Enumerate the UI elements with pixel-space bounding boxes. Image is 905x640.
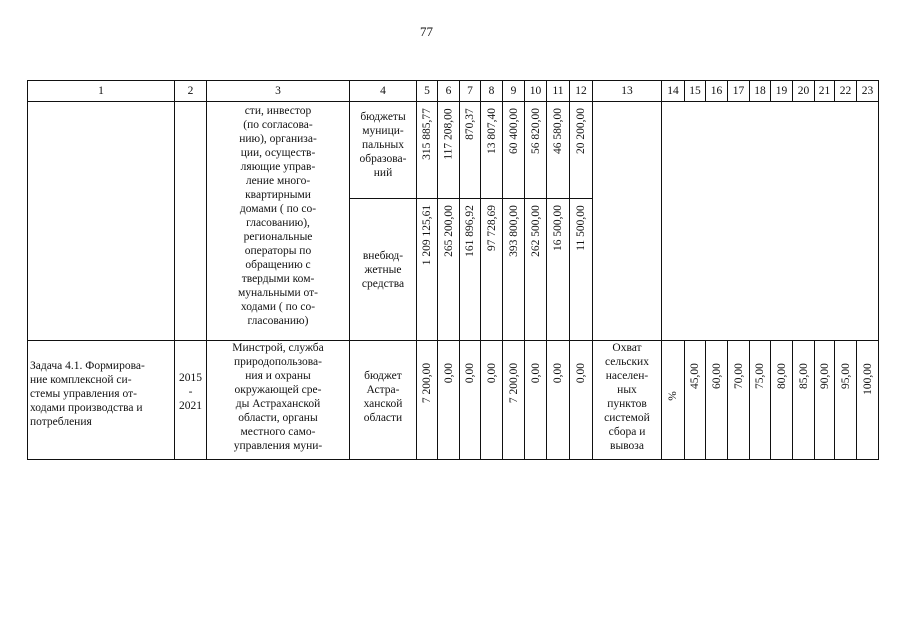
indicator-value-text: 90,00 (818, 363, 831, 389)
executors-line: нию), организа- (239, 133, 317, 146)
value-cell (460, 199, 481, 341)
value-text: 1 209 125,61 (421, 204, 434, 266)
value-cell (438, 102, 460, 199)
indicator-value-text: 80,00 (775, 363, 788, 389)
executors-line: ление много- (245, 175, 311, 188)
funding-source-cell (350, 199, 417, 341)
value-cell (570, 341, 593, 460)
value-cell (481, 102, 503, 199)
executors-line: гласованию), (246, 217, 310, 230)
table-row (28, 341, 879, 460)
value-text: 117 208,00 (442, 107, 455, 160)
value-text: 7 200,00 (507, 362, 520, 404)
value-text: 0,00 (485, 362, 498, 384)
column-number-1: 1 (28, 81, 175, 102)
indicator-line: сельских (605, 356, 649, 369)
column-number-14: 14 (662, 81, 685, 102)
indicator-value-cell (706, 341, 728, 460)
value-text: 0,00 (464, 362, 477, 384)
value-cell (417, 199, 438, 341)
value-cell (503, 199, 525, 341)
task-line: потребления (30, 416, 92, 429)
indicator-value-cell (857, 341, 879, 460)
indicator-line: пунктов (607, 398, 647, 411)
value-text: 315 885,77 (420, 108, 433, 160)
indicator-value-text: 70,00 (732, 363, 745, 389)
indicator-cell-empty (593, 102, 662, 341)
value-cell (417, 102, 438, 199)
column-number-7: 7 (460, 81, 481, 102)
executors-line: ния и охраны (245, 370, 311, 383)
column-number-10: 10 (525, 81, 547, 102)
period-line: 2021 (179, 400, 202, 413)
value-cell (460, 341, 481, 460)
executors-line: окружающей сре- (234, 384, 322, 397)
indicator-value-cell (793, 341, 815, 460)
value-text: 393 800,00 (507, 205, 520, 257)
funding-source-line: средства (361, 278, 405, 291)
period-cell-empty (175, 102, 207, 341)
indicator-line: вывоза (610, 440, 644, 453)
executors-line: мунальными от- (237, 287, 318, 300)
value-text: 0,00 (552, 362, 565, 384)
value-cell (503, 341, 525, 460)
funding-source-line: ханской (363, 398, 403, 411)
table-row (28, 102, 879, 199)
funding-source-line: ний (373, 167, 393, 180)
value-text: 11 500,00 (574, 205, 587, 251)
column-number-2: 2 (175, 81, 207, 102)
value-text: 56 820,00 (529, 108, 542, 155)
executors-line: местного само- (240, 426, 316, 439)
indicator-cell (593, 341, 662, 460)
value-text: 0,00 (529, 362, 542, 384)
executors-line: твердыми ком- (241, 273, 315, 286)
column-number-22: 22 (835, 81, 857, 102)
value-cell (438, 199, 460, 341)
column-number-5: 5 (417, 81, 438, 102)
funding-source-line: внебюд- (362, 250, 404, 262)
funding-source-line: жетные (364, 264, 402, 277)
column-number-3: 3 (207, 81, 350, 102)
executors-line: сти, инвестор (244, 105, 312, 117)
value-cell (570, 199, 593, 341)
header-row (28, 81, 879, 102)
executors-cell (207, 102, 350, 341)
funding-source-line: бюджеты (360, 111, 406, 123)
indicator-value-cell (728, 341, 750, 460)
value-cell (438, 341, 460, 460)
period-line: 2015 (179, 372, 202, 384)
indicator-value-text: 100,00 (861, 363, 874, 395)
value-text: 0,00 (442, 362, 455, 384)
indicator-value-text: 45,00 (688, 363, 701, 389)
executors-line: (по согласова- (243, 119, 313, 132)
period-line: - (188, 386, 193, 399)
funding-source-line: Астра- (366, 384, 400, 397)
indicator-values-empty (662, 102, 879, 341)
value-text: 265 200,00 (442, 205, 455, 257)
unit-text: % (666, 391, 679, 401)
value-text: 262 500,00 (529, 205, 542, 257)
executors-cell (207, 341, 350, 460)
funding-source-line: муници- (362, 125, 404, 138)
value-text: 13 807,40 (485, 108, 498, 155)
value-cell (460, 102, 481, 199)
period-cell (175, 341, 207, 460)
executors-line: обращению с (245, 259, 311, 272)
column-number-4: 4 (350, 81, 417, 102)
value-text: 161 896,92 (463, 205, 476, 257)
column-number-9: 9 (503, 81, 525, 102)
unit-cell (662, 341, 685, 460)
indicator-value-text: 75,00 (753, 363, 766, 389)
column-number-23: 23 (857, 81, 879, 102)
value-cell (570, 102, 593, 199)
value-cell (547, 341, 570, 460)
value-cell (481, 199, 503, 341)
funding-source-cell (350, 341, 417, 460)
column-number-15: 15 (685, 81, 706, 102)
executors-line: Минстрой, служба (232, 342, 324, 354)
value-text: 46 580,00 (551, 108, 564, 155)
executors-line: домами ( по со- (239, 203, 317, 216)
indicator-value-text: 95,00 (839, 363, 852, 389)
indicator-line: населен- (605, 370, 649, 383)
value-text: 16 500,00 (551, 205, 564, 252)
column-number-18: 18 (750, 81, 771, 102)
column-number-21: 21 (815, 81, 835, 102)
executors-line: гласованию) (247, 315, 309, 328)
value-cell (481, 341, 503, 460)
indicator-line: ных (617, 384, 637, 397)
value-cell (525, 199, 547, 341)
indicator-line: сбора и (608, 426, 646, 439)
value-text: 60 400,00 (507, 108, 520, 155)
funding-source-line: образова- (359, 153, 407, 166)
value-text: 20 200,00 (574, 108, 587, 155)
funding-source-cell (350, 102, 417, 199)
indicator-value-cell (815, 341, 835, 460)
indicator-value-cell (685, 341, 706, 460)
value-cell (547, 199, 570, 341)
executors-line: региональные (243, 231, 313, 244)
indicator-value-cell (835, 341, 857, 460)
column-number-16: 16 (706, 81, 728, 102)
indicator-line: системой (604, 412, 650, 425)
task-line: ние комплексной си- (30, 374, 132, 387)
funding-source-line: бюджет (364, 370, 402, 382)
page-number: 77 (420, 24, 433, 39)
executors-line: области, органы (238, 412, 318, 425)
column-number-8: 8 (481, 81, 503, 102)
executors-line: квартирными (245, 189, 311, 202)
column-number-17: 17 (728, 81, 750, 102)
task-line: ходами производства и (30, 402, 143, 415)
value-cell (547, 102, 570, 199)
value-text: 97 728,69 (485, 205, 498, 252)
column-number-13: 13 (593, 81, 662, 102)
value-cell (525, 341, 547, 460)
program-table (27, 80, 879, 460)
executors-line: ции, осуществ- (240, 147, 316, 160)
value-cell (503, 102, 525, 199)
indicator-value-text: 85,00 (797, 363, 810, 389)
column-number-6: 6 (438, 81, 460, 102)
executors-line: управления муни- (233, 440, 323, 453)
value-text: 7 200,00 (421, 362, 434, 404)
executors-line: природопользова- (233, 356, 322, 369)
task-line: Задача 4.1. Формирова- (30, 360, 145, 372)
indicator-value-text: 60,00 (710, 363, 723, 389)
task-cell (28, 341, 175, 460)
indicator-value-cell (771, 341, 793, 460)
executors-line: операторы по (244, 245, 312, 258)
executors-line: ды Астраханской (235, 398, 321, 411)
indicator-line: Охват (612, 342, 642, 354)
task-cell-empty (28, 102, 175, 341)
column-number-12: 12 (570, 81, 593, 102)
value-cell (417, 341, 438, 460)
funding-source-line: пальных (362, 139, 404, 152)
indicator-value-cell (750, 341, 771, 460)
task-line: стемы управления от- (30, 388, 137, 401)
column-number-20: 20 (793, 81, 815, 102)
value-text: 0,00 (575, 362, 588, 384)
column-number-19: 19 (771, 81, 793, 102)
funding-source-line: области (363, 412, 403, 425)
value-cell (525, 102, 547, 199)
value-text: 870,37 (463, 108, 476, 140)
executors-line: ляющие управ- (240, 161, 316, 174)
column-number-11: 11 (547, 81, 570, 102)
executors-line: ходами ( по со- (240, 301, 316, 314)
